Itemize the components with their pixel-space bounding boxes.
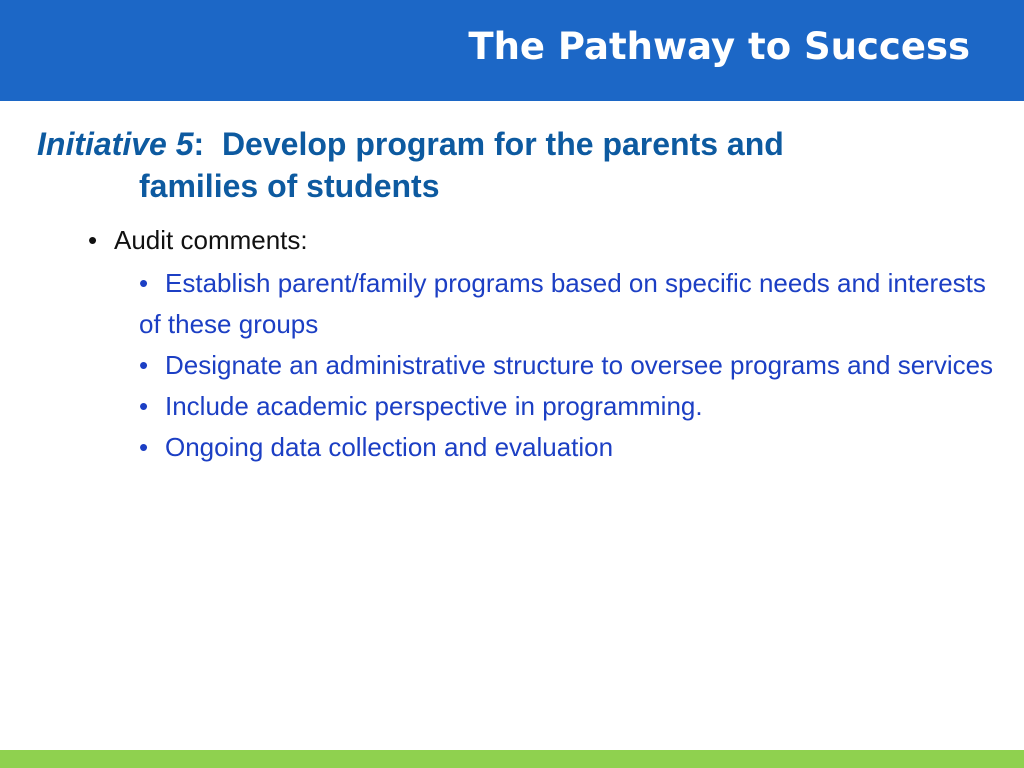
list-item-text: Establish parent/family programs based on specific needs and interests of these groups — [139, 268, 986, 339]
initiative-text-line2: families of students — [139, 168, 440, 204]
bullet-icon: • — [139, 268, 149, 298]
bullet-icon: • — [139, 391, 149, 421]
initiative-heading — [37, 123, 1024, 207]
initiative-separator: : — [193, 126, 205, 162]
bullet-icon: • — [88, 225, 98, 255]
list-item-text: Include academic perspective in programming. — [165, 391, 703, 421]
list-item — [139, 345, 999, 386]
list-item-text: Ongoing data collection and evaluation — [165, 432, 614, 462]
list-item — [139, 263, 999, 345]
footer-bar — [0, 750, 1024, 768]
initiative-label: Initiative 5 — [37, 126, 194, 162]
header-bar — [0, 0, 1024, 101]
bullet-icon: • — [139, 432, 149, 462]
audit-comment-list — [139, 263, 999, 468]
list-item — [139, 427, 999, 468]
audit-comments-item — [88, 222, 308, 258]
list-item — [139, 386, 999, 427]
initiative-text-line1: Develop program for the parents and — [221, 126, 784, 162]
slide-title: The Pathway to Success — [468, 25, 970, 68]
list-item-text: Designate an administrative structure to oversee programs and services — [165, 350, 994, 380]
bullet-icon: • — [139, 350, 149, 380]
audit-comments-label: Audit comments: — [114, 225, 308, 255]
